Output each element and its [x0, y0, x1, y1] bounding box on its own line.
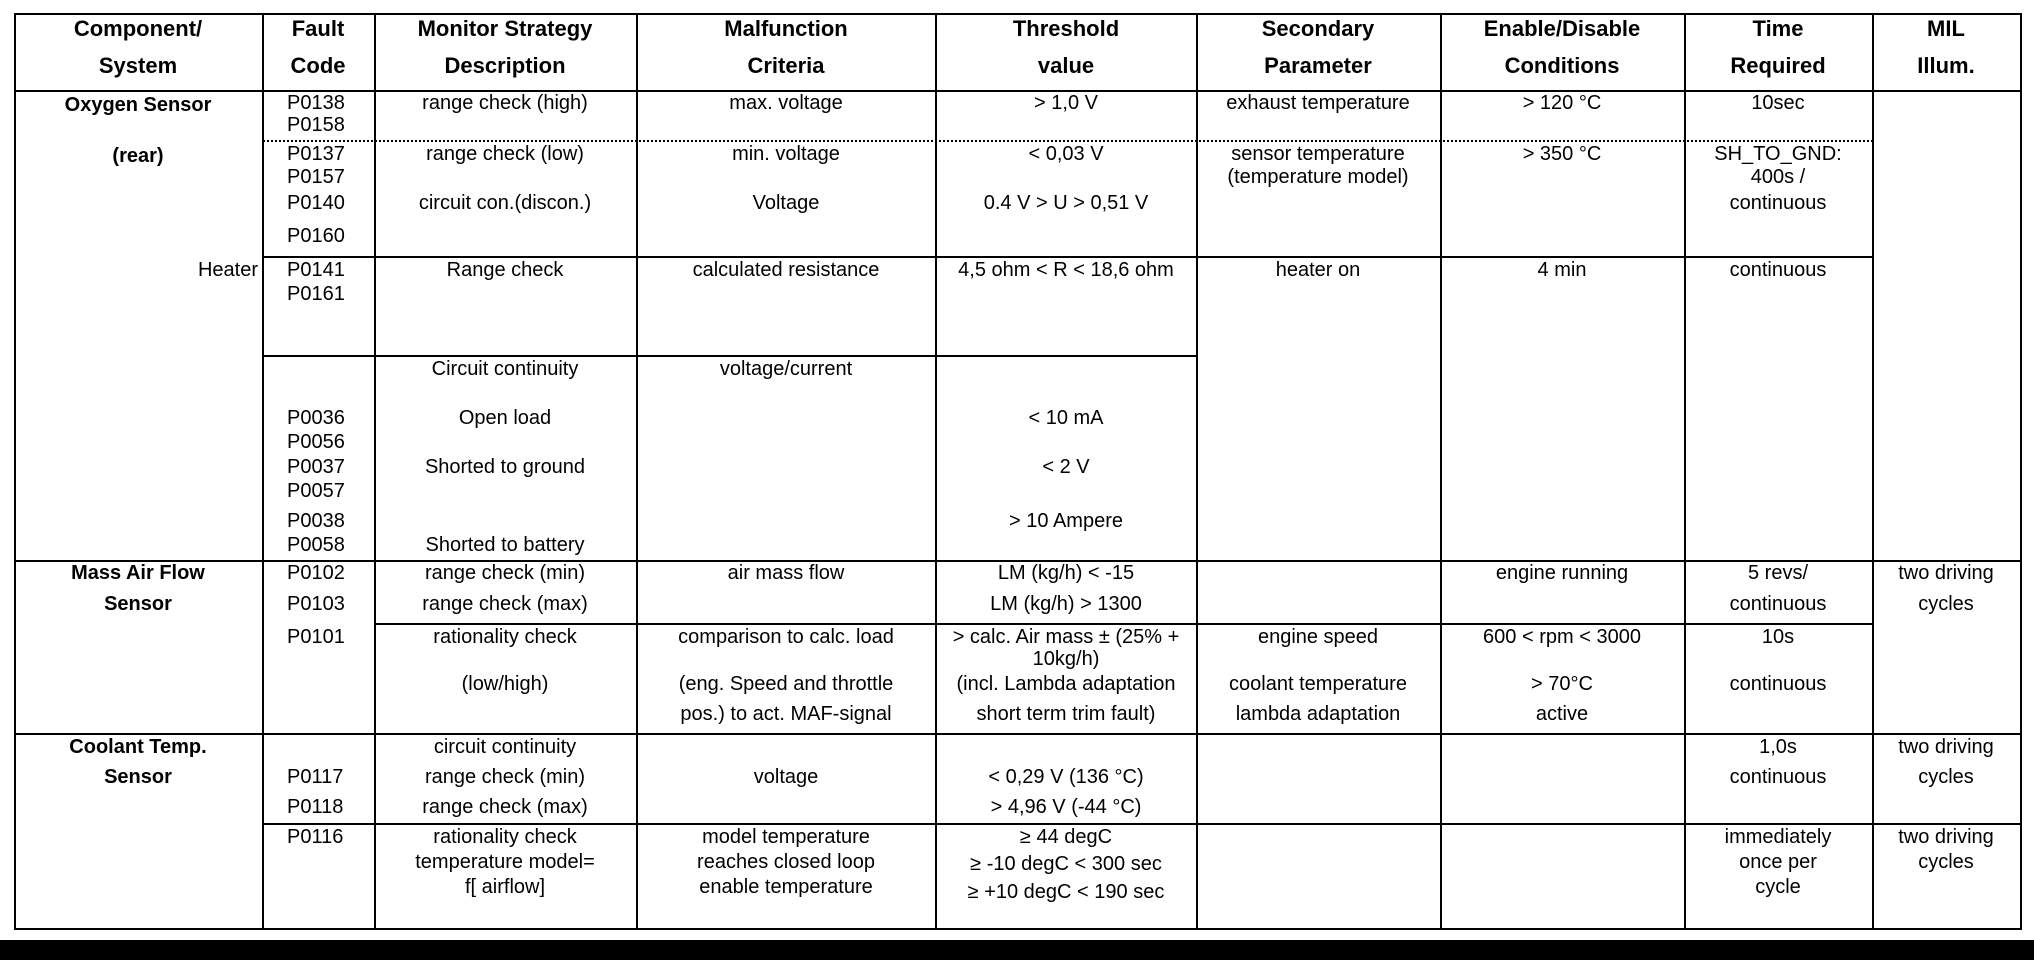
heater-row-divider — [263, 256, 1873, 258]
criteria-coolant-rat-2: reaches closed loop — [697, 851, 875, 873]
code-p0056: P0056 — [287, 431, 345, 453]
monitor-heater-range: Range check — [446, 259, 564, 281]
secondary-exhaust-temp: exhaust temperature — [1226, 92, 1410, 114]
header-monitor-1: Monitor Strategy — [417, 16, 593, 41]
circuit-row-divider — [263, 355, 1197, 357]
threshold-range-high: > 1,0 V — [1034, 92, 1098, 114]
criteria-min-voltage: min. voltage — [732, 143, 840, 165]
code-p0037: P0037 — [287, 456, 345, 478]
threshold-maf-min: LM (kg/h) < -15 — [997, 562, 1135, 584]
monitor-coolant-rat-2: temperature model= — [415, 851, 595, 873]
code-p0057: P0057 — [287, 480, 345, 502]
header-mil-1: MIL — [1927, 16, 1965, 41]
monitor-shorted-battery: Shorted to battery — [425, 534, 585, 556]
code-p0101: P0101 — [287, 626, 345, 648]
header-component-1: Component/ — [73, 16, 203, 41]
col-line-9 — [2020, 13, 2022, 930]
code-p0036: P0036 — [287, 407, 345, 429]
threshold-circuit-con: 0.4 V > U > 0,51 V — [983, 192, 1149, 214]
header-fault-1: Fault — [291, 16, 345, 41]
header-secondary-1: Secondary — [1261, 16, 1375, 41]
code-p0117: P0117 — [287, 766, 344, 788]
maf-section-divider — [14, 733, 2022, 735]
secondary-heater-on: heater on — [1275, 259, 1361, 281]
col-line-6 — [1440, 13, 1442, 930]
header-time-2: Required — [1730, 53, 1826, 78]
threshold-open-load: < 10 mA — [1028, 407, 1104, 429]
header-enable-2: Conditions — [1504, 53, 1620, 78]
threshold-maf-rat-1: > calc. Air mass ± (25% + — [952, 626, 1180, 648]
threshold-maf-rat-4: short term trim fault) — [976, 703, 1156, 725]
header-malfunction-1: Malfunction — [724, 16, 848, 41]
header-secondary-2: Parameter — [1264, 53, 1372, 78]
col-line-3 — [636, 13, 638, 930]
header-time-1: Time — [1752, 16, 1804, 41]
time-coolant-rat-1: immediately — [1724, 826, 1832, 848]
criteria-coolant-rat-3: enable temperature — [699, 876, 873, 898]
time-coolant-2: continuous — [1729, 766, 1827, 788]
col-line-0 — [14, 13, 16, 930]
monitor-coolant-max: range check (max) — [422, 796, 588, 818]
monitor-range-low: range check (low) — [426, 143, 584, 165]
code-p0137: P0137 — [287, 143, 345, 165]
enable-rpm: 600 < rpm < 3000 — [1483, 626, 1641, 648]
mil-maf-1: two driving — [1898, 562, 1994, 584]
threshold-heater: 4,5 ohm < R < 18,6 ohm — [958, 259, 1174, 281]
time-coolant-rat-2: once per — [1739, 851, 1817, 873]
criteria-voltage-current: voltage/current — [719, 358, 853, 380]
monitor-maf-min: range check (min) — [424, 562, 586, 584]
col-line-7 — [1684, 13, 1686, 930]
header-malfunction-2: Criteria — [747, 53, 825, 78]
code-p0038: P0038 — [287, 510, 345, 532]
col-line-4 — [935, 13, 937, 930]
secondary-temp-model: (temperature model) — [1227, 166, 1409, 188]
code-p0141: P0141 — [287, 259, 345, 281]
criteria-max-voltage: max. voltage — [729, 92, 843, 114]
enable-active: active — [1535, 703, 1589, 725]
code-p0140: P0140 — [287, 192, 345, 214]
col-line-2 — [374, 13, 376, 930]
time-range-low-2: 400s / — [1750, 166, 1806, 188]
code-p0161: P0161 — [287, 283, 345, 305]
heater-label: Heater — [197, 259, 258, 281]
threshold-coolant-rat-3: ≥ +10 degC < 190 sec — [967, 881, 1165, 903]
time-range-low-1: SH_TO_GND: — [1714, 143, 1842, 165]
criteria-resistance: calculated resistance — [692, 259, 880, 281]
code-p0157: P0157 — [287, 166, 345, 188]
coolant-component-label: Coolant Temp. — [69, 736, 207, 758]
header-threshold-1: Threshold — [1012, 16, 1120, 41]
time-coolant-1: 1,0s — [1759, 736, 1797, 758]
threshold-coolant-rat-2: ≥ -10 degC < 300 sec — [970, 853, 1162, 875]
secondary-coolant-temp: coolant temperature — [1229, 673, 1407, 695]
criteria-coolant-rat-1: model temperature — [702, 826, 870, 848]
mil-coolant-rat-1: two driving — [1898, 826, 1994, 848]
col-line-5 — [1196, 13, 1198, 930]
threshold-maf-rat-2: 10kg/h) — [1032, 648, 1100, 670]
enable-range-low: > 350 °C — [1522, 143, 1602, 165]
bottom-black-bar — [0, 940, 2034, 960]
threshold-maf-max: LM (kg/h) > 1300 — [990, 593, 1142, 615]
coolant-component-sub: Sensor — [104, 766, 172, 788]
col-line-8 — [1872, 13, 1874, 930]
code-p0138: P0138 — [287, 92, 345, 114]
threshold-range-low: < 0,03 V — [1028, 143, 1104, 165]
code-p0103: P0103 — [287, 593, 345, 615]
header-monitor-2: Description — [444, 53, 566, 78]
code-p0118: P0118 — [287, 796, 344, 818]
code-p0058: P0058 — [287, 534, 345, 556]
monitor-coolant-circuit: circuit continuity — [433, 736, 577, 758]
threshold-shorted-battery: > 10 Ampere — [1009, 510, 1123, 532]
oxygen-component-label: Oxygen Sensor — [64, 94, 212, 116]
enable-range-high: > 120 °C — [1522, 92, 1602, 114]
criteria-voltage: Voltage — [752, 192, 820, 214]
monitor-coolant-rat-1: rationality check — [433, 826, 577, 848]
criteria-maf-rat-1: comparison to calc. load — [678, 626, 894, 648]
mil-maf-2: cycles — [1918, 593, 1974, 615]
secondary-sensor-temp: sensor temperature — [1231, 143, 1405, 165]
monitor-circuit-con: circuit con.(discon.) — [418, 192, 592, 214]
enable-coolant: > 70°C — [1531, 673, 1593, 695]
secondary-engine-speed: engine speed — [1257, 626, 1379, 648]
maf-component-label: Mass Air Flow — [71, 562, 205, 584]
range-dotted-divider — [263, 140, 1873, 142]
header-fault-2: Code — [290, 53, 346, 78]
header-enable-1: Enable/Disable — [1483, 16, 1641, 41]
code-p0160: P0160 — [287, 225, 345, 247]
monitor-maf-lowhigh: (low/high) — [461, 673, 549, 695]
col-line-1 — [262, 13, 264, 930]
secondary-lambda: lambda adaptation — [1235, 703, 1401, 725]
threshold-shorted-ground: < 2 V — [1042, 456, 1090, 478]
table-border-bottom — [14, 928, 2022, 930]
oxygen-component-sub: (rear) — [112, 145, 164, 167]
monitor-shorted-ground: Shorted to ground — [424, 456, 586, 478]
time-heater: continuous — [1729, 259, 1827, 281]
monitor-maf-max: range check (max) — [422, 593, 588, 615]
code-p0158: P0158 — [287, 114, 345, 136]
time-range-high: 10sec — [1751, 92, 1805, 114]
threshold-coolant-rat-1: ≥ 44 degC — [1019, 826, 1113, 848]
monitor-coolant-rat-3: f[ airflow] — [464, 876, 546, 898]
header-mil-2: Illum. — [1917, 53, 1975, 78]
criteria-maf-rat-3: pos.) to act. MAF-signal — [680, 703, 892, 725]
threshold-coolant-min: < 0,29 V (136 °C) — [988, 766, 1144, 788]
code-p0116: P0116 — [287, 826, 344, 848]
threshold-coolant-max: > 4,96 V (-44 °C) — [990, 796, 1142, 818]
header-component-2: System — [98, 53, 178, 78]
code-p0102: P0102 — [287, 562, 345, 584]
monitor-range-high: range check (high) — [422, 92, 588, 114]
time-maf-rat-2: continuous — [1729, 673, 1827, 695]
monitor-circuit-continuity: Circuit continuity — [431, 358, 579, 380]
criteria-air-mass-flow: air mass flow — [727, 562, 845, 584]
mil-coolant-2: cycles — [1918, 766, 1974, 788]
time-maf-rat-1: 10s — [1761, 626, 1795, 648]
time-coolant-rat-3: cycle — [1755, 876, 1801, 898]
time-maf-2: continuous — [1729, 593, 1827, 615]
coolant-rationality-divider — [263, 823, 2022, 825]
enable-engine-running: engine running — [1495, 562, 1629, 584]
criteria-coolant-voltage: voltage — [753, 766, 819, 788]
enable-heater: 4 min — [1537, 259, 1587, 281]
monitor-open-load: Open load — [458, 407, 552, 429]
time-range-low-3: continuous — [1729, 192, 1827, 214]
maf-rationality-divider — [375, 623, 1873, 625]
maf-component-sub: Sensor — [104, 593, 172, 615]
mil-coolant-rat-2: cycles — [1918, 851, 1974, 873]
table-border-top — [14, 13, 2022, 15]
monitor-maf-rationality: rationality check — [433, 626, 577, 648]
header-threshold-2: value — [1037, 53, 1095, 78]
mil-coolant-1: two driving — [1898, 736, 1994, 758]
criteria-maf-rat-2: (eng. Speed and throttle — [678, 673, 894, 695]
threshold-maf-rat-3: (incl. Lambda adaptation — [956, 673, 1176, 695]
time-maf-1: 5 revs/ — [1747, 562, 1809, 584]
monitor-coolant-min: range check (min) — [424, 766, 586, 788]
